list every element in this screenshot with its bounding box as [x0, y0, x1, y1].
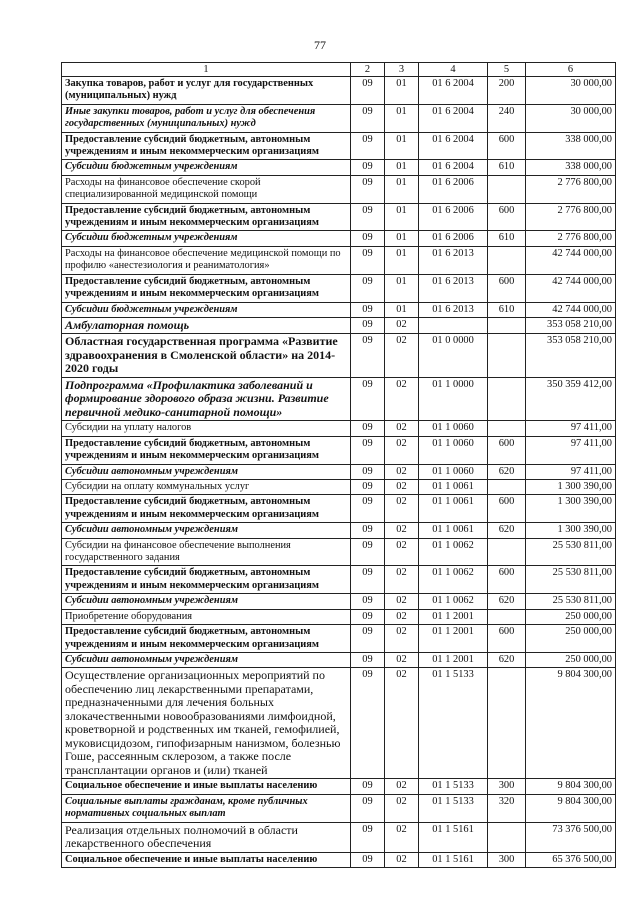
row-value-cell: 01 1 0061 [419, 495, 488, 523]
row-name-cell: Закупка товаров, работ и услуг для государственных (муниципальных) нужд [62, 77, 351, 105]
row-value-cell: 610 [488, 302, 526, 317]
row-value-cell: 09 [351, 652, 385, 667]
row-value-cell: 97 411,00 [526, 436, 616, 464]
row-value-cell: 02 [385, 625, 419, 653]
row-value-cell: 42 744 000,00 [526, 246, 616, 274]
row-value-cell: 01 1 0061 [419, 480, 488, 495]
row-value-cell: 25 530 811,00 [526, 566, 616, 594]
table-row [62, 594, 616, 609]
row-value-cell: 01 [385, 274, 419, 302]
row-value-cell: 02 [385, 609, 419, 624]
row-name-cell: Субсидии автономным учреждениям [62, 464, 351, 479]
row-value-cell: 01 [385, 231, 419, 246]
row-value-cell: 02 [385, 668, 419, 779]
row-value-cell: 01 [385, 246, 419, 274]
row-value-cell: 09 [351, 852, 385, 867]
table-row [62, 203, 616, 231]
row-value-cell: 09 [351, 609, 385, 624]
row-value-cell: 01 6 2013 [419, 246, 488, 274]
table-row [62, 274, 616, 302]
header-cell: 5 [488, 63, 526, 77]
row-value-cell: 353 058 210,00 [526, 317, 616, 334]
row-value-cell: 97 411,00 [526, 421, 616, 436]
row-value-cell: 350 359 412,00 [526, 377, 616, 421]
row-value-cell: 338 000,00 [526, 132, 616, 160]
row-value-cell: 02 [385, 652, 419, 667]
row-value-cell: 01 [385, 160, 419, 175]
budget-table [61, 62, 616, 868]
table-row [62, 377, 616, 421]
row-value-cell [488, 822, 526, 852]
row-value-cell: 01 6 2004 [419, 132, 488, 160]
row-value-cell: 02 [385, 334, 419, 378]
row-value-cell: 600 [488, 625, 526, 653]
table-row [62, 625, 616, 653]
row-value-cell: 09 [351, 317, 385, 334]
row-name-cell: Субсидии на уплату налогов [62, 421, 351, 436]
row-value-cell: 02 [385, 822, 419, 852]
row-value-cell: 42 744 000,00 [526, 274, 616, 302]
row-value-cell: 09 [351, 104, 385, 132]
row-value-cell: 02 [385, 538, 419, 566]
row-value-cell: 65 376 500,00 [526, 852, 616, 867]
table-row [62, 246, 616, 274]
row-name-cell: Реализация отдельных полномочий в области лекарственного обеспечения [62, 822, 351, 852]
row-value-cell: 2 776 800,00 [526, 203, 616, 231]
row-value-cell: 250 000,00 [526, 609, 616, 624]
table-row [62, 317, 616, 334]
table-row [62, 77, 616, 105]
table-row [62, 495, 616, 523]
row-value-cell: 01 1 2001 [419, 609, 488, 624]
row-value-cell: 600 [488, 132, 526, 160]
row-value-cell: 300 [488, 852, 526, 867]
row-name-cell: Предоставление субсидий бюджетным, автономным учреждениям и иным некоммерческим организациям [62, 436, 351, 464]
row-value-cell: 2 776 800,00 [526, 231, 616, 246]
row-value-cell: 01 [385, 104, 419, 132]
table-row [62, 822, 616, 852]
table-row [62, 566, 616, 594]
row-value-cell: 610 [488, 231, 526, 246]
row-value-cell: 09 [351, 495, 385, 523]
table-row [62, 436, 616, 464]
row-value-cell: 01 1 0062 [419, 566, 488, 594]
table-row [62, 609, 616, 624]
row-name-cell: Областная государственная программа «Развитие здравоохранения в Смоленской области» на 2014-2020 годы [62, 334, 351, 378]
row-value-cell: 620 [488, 523, 526, 538]
row-value-cell [488, 668, 526, 779]
row-name-cell: Амбулаторная помощь [62, 317, 351, 334]
row-name-cell: Социальные выплаты гражданам, кроме публичных нормативных социальных выплат [62, 794, 351, 822]
row-value-cell: 02 [385, 421, 419, 436]
row-value-cell: 600 [488, 203, 526, 231]
row-value-cell: 09 [351, 421, 385, 436]
row-value-cell: 01 [385, 77, 419, 105]
row-value-cell: 9 804 300,00 [526, 794, 616, 822]
table-row [62, 464, 616, 479]
row-value-cell: 01 [385, 203, 419, 231]
row-value-cell: 338 000,00 [526, 160, 616, 175]
row-value-cell: 01 1 5133 [419, 779, 488, 794]
header-cell: 2 [351, 63, 385, 77]
row-value-cell: 25 530 811,00 [526, 594, 616, 609]
row-value-cell: 09 [351, 334, 385, 378]
row-name-cell: Осуществление организационных мероприятий по обеспечению лиц лекарственными препаратами, предназначенными для лечения больных злокачественными новообразованиями лимфоидной, кроветворной и родственных им тканей, гемофилией, муковисцидозом, гипофизарным нанизмом, болезнью Гоше, рассеянным склерозом, а также после трансплантации органов и (или) тканей [62, 668, 351, 779]
row-value-cell: 01 1 2001 [419, 652, 488, 667]
table-row [62, 779, 616, 794]
table-row [62, 302, 616, 317]
row-value-cell: 610 [488, 160, 526, 175]
row-value-cell: 02 [385, 317, 419, 334]
row-value-cell: 01 1 0060 [419, 464, 488, 479]
row-value-cell: 250 000,00 [526, 625, 616, 653]
row-value-cell: 600 [488, 436, 526, 464]
header-cell: 1 [62, 63, 351, 77]
row-value-cell: 09 [351, 160, 385, 175]
header-cell: 4 [419, 63, 488, 77]
row-value-cell: 01 1 5161 [419, 852, 488, 867]
row-value-cell: 620 [488, 464, 526, 479]
page-number: 77 [314, 38, 326, 52]
row-value-cell: 01 1 0061 [419, 523, 488, 538]
row-name-cell: Социальное обеспечение и иные выплаты населению [62, 779, 351, 794]
table-row [62, 175, 616, 203]
table-row [62, 652, 616, 667]
row-value-cell [488, 175, 526, 203]
row-value-cell: 30 000,00 [526, 77, 616, 105]
table-row [62, 104, 616, 132]
row-value-cell: 01 1 5133 [419, 794, 488, 822]
row-value-cell: 09 [351, 668, 385, 779]
row-value-cell: 01 6 2004 [419, 104, 488, 132]
row-value-cell: 02 [385, 594, 419, 609]
row-value-cell: 09 [351, 274, 385, 302]
row-value-cell: 200 [488, 77, 526, 105]
row-value-cell: 09 [351, 523, 385, 538]
row-value-cell: 25 530 811,00 [526, 538, 616, 566]
row-value-cell: 01 6 2006 [419, 231, 488, 246]
row-value-cell: 02 [385, 779, 419, 794]
row-value-cell: 42 744 000,00 [526, 302, 616, 317]
row-value-cell: 01 1 0000 [419, 377, 488, 421]
row-name-cell: Субсидии на оплату коммунальных услуг [62, 480, 351, 495]
row-value-cell: 300 [488, 779, 526, 794]
row-name-cell: Предоставление субсидий бюджетным, автономным учреждениям и иным некоммерческим организациям [62, 132, 351, 160]
row-value-cell: 9 804 300,00 [526, 668, 616, 779]
row-value-cell: 01 1 5133 [419, 668, 488, 779]
row-value-cell: 01 [385, 302, 419, 317]
row-value-cell: 09 [351, 132, 385, 160]
row-name-cell: Предоставление субсидий бюджетным, автономным учреждениям и иным некоммерческим организациям [62, 495, 351, 523]
row-value-cell: 09 [351, 231, 385, 246]
row-value-cell: 02 [385, 523, 419, 538]
table-row [62, 334, 616, 378]
row-value-cell: 02 [385, 495, 419, 523]
row-value-cell: 09 [351, 794, 385, 822]
row-value-cell: 250 000,00 [526, 652, 616, 667]
row-value-cell: 09 [351, 594, 385, 609]
row-value-cell: 600 [488, 495, 526, 523]
row-value-cell: 01 [385, 132, 419, 160]
row-value-cell [488, 334, 526, 378]
row-value-cell: 73 376 500,00 [526, 822, 616, 852]
table-row [62, 852, 616, 867]
row-name-cell: Предоставление субсидий бюджетным, автономным учреждениям и иным некоммерческим организациям [62, 203, 351, 231]
row-value-cell: 02 [385, 377, 419, 421]
row-value-cell: 09 [351, 436, 385, 464]
row-name-cell: Субсидии автономным учреждениям [62, 594, 351, 609]
header-cell: 6 [526, 63, 616, 77]
row-name-cell: Субсидии бюджетным учреждениям [62, 160, 351, 175]
row-value-cell: 30 000,00 [526, 104, 616, 132]
row-value-cell: 09 [351, 822, 385, 852]
row-value-cell: 09 [351, 480, 385, 495]
row-name-cell: Субсидии на финансовое обеспечение выполнения государственного задания [62, 538, 351, 566]
row-value-cell: 02 [385, 566, 419, 594]
row-value-cell: 01 1 0060 [419, 436, 488, 464]
row-name-cell: Подпрограмма «Профилактика заболеваний и формирование здорового образа жизни. Развитие первичной медико-санитарной помощи» [62, 377, 351, 421]
table-row [62, 794, 616, 822]
row-value-cell: 01 1 0062 [419, 538, 488, 566]
row-value-cell: 01 1 5161 [419, 822, 488, 852]
row-value-cell: 01 6 2006 [419, 203, 488, 231]
row-value-cell: 02 [385, 480, 419, 495]
table-row [62, 480, 616, 495]
row-value-cell: 09 [351, 566, 385, 594]
row-name-cell: Субсидии бюджетным учреждениям [62, 302, 351, 317]
row-value-cell [419, 317, 488, 334]
row-value-cell: 01 6 2004 [419, 77, 488, 105]
row-value-cell: 09 [351, 175, 385, 203]
row-value-cell: 09 [351, 625, 385, 653]
row-value-cell: 353 058 210,00 [526, 334, 616, 378]
header-cell: 3 [385, 63, 419, 77]
row-name-cell: Предоставление субсидий бюджетным, автономным учреждениям и иным некоммерческим организациям [62, 274, 351, 302]
row-value-cell [488, 609, 526, 624]
row-value-cell: 09 [351, 77, 385, 105]
row-value-cell: 320 [488, 794, 526, 822]
row-value-cell: 620 [488, 594, 526, 609]
row-value-cell: 09 [351, 538, 385, 566]
table-header-row [62, 63, 616, 77]
table-row [62, 668, 616, 779]
row-value-cell [488, 377, 526, 421]
table-row [62, 421, 616, 436]
row-value-cell: 01 6 2013 [419, 274, 488, 302]
row-name-cell: Иные закупки товаров, работ и услуг для обеспечения государственных (муниципальных) нужд [62, 104, 351, 132]
row-name-cell: Субсидии автономным учреждениям [62, 523, 351, 538]
table-row [62, 523, 616, 538]
row-value-cell: 09 [351, 203, 385, 231]
row-value-cell: 09 [351, 377, 385, 421]
row-name-cell: Расходы на финансовое обеспечение скорой специализированной медицинской помощи [62, 175, 351, 203]
row-value-cell: 09 [351, 246, 385, 274]
table-row [62, 160, 616, 175]
row-value-cell: 1 300 390,00 [526, 480, 616, 495]
row-value-cell: 240 [488, 104, 526, 132]
row-value-cell: 2 776 800,00 [526, 175, 616, 203]
row-value-cell: 01 6 2004 [419, 160, 488, 175]
table-row [62, 538, 616, 566]
row-value-cell [488, 317, 526, 334]
row-value-cell: 02 [385, 436, 419, 464]
row-value-cell: 02 [385, 794, 419, 822]
row-value-cell [488, 246, 526, 274]
table-row [62, 231, 616, 246]
row-value-cell: 09 [351, 302, 385, 317]
row-value-cell: 620 [488, 652, 526, 667]
row-value-cell: 01 0 0000 [419, 334, 488, 378]
row-value-cell: 01 1 0060 [419, 421, 488, 436]
row-value-cell: 600 [488, 566, 526, 594]
row-name-cell: Субсидии бюджетным учреждениям [62, 231, 351, 246]
row-name-cell: Предоставление субсидий бюджетным, автономным учреждениям и иным некоммерческим организациям [62, 625, 351, 653]
row-name-cell: Расходы на финансовое обеспечение медицинской помощи по профилю «анестезиология и реаниматология» [62, 246, 351, 274]
row-value-cell: 02 [385, 464, 419, 479]
row-name-cell: Социальное обеспечение и иные выплаты населению [62, 852, 351, 867]
row-value-cell: 97 411,00 [526, 464, 616, 479]
row-value-cell: 01 [385, 175, 419, 203]
row-value-cell: 09 [351, 464, 385, 479]
row-name-cell: Субсидии автономным учреждениям [62, 652, 351, 667]
row-value-cell: 1 300 390,00 [526, 495, 616, 523]
row-value-cell [488, 480, 526, 495]
row-value-cell: 02 [385, 852, 419, 867]
row-value-cell: 01 1 0062 [419, 594, 488, 609]
row-value-cell: 600 [488, 274, 526, 302]
row-name-cell: Приобретение оборудования [62, 609, 351, 624]
row-value-cell: 01 6 2006 [419, 175, 488, 203]
row-name-cell: Предоставление субсидий бюджетным, автономным учреждениям и иным некоммерческим организациям [62, 566, 351, 594]
table-row [62, 132, 616, 160]
row-value-cell: 09 [351, 779, 385, 794]
row-value-cell: 1 300 390,00 [526, 523, 616, 538]
row-value-cell: 01 6 2013 [419, 302, 488, 317]
row-value-cell: 01 1 2001 [419, 625, 488, 653]
row-value-cell [488, 421, 526, 436]
row-value-cell [488, 538, 526, 566]
row-value-cell: 9 804 300,00 [526, 779, 616, 794]
